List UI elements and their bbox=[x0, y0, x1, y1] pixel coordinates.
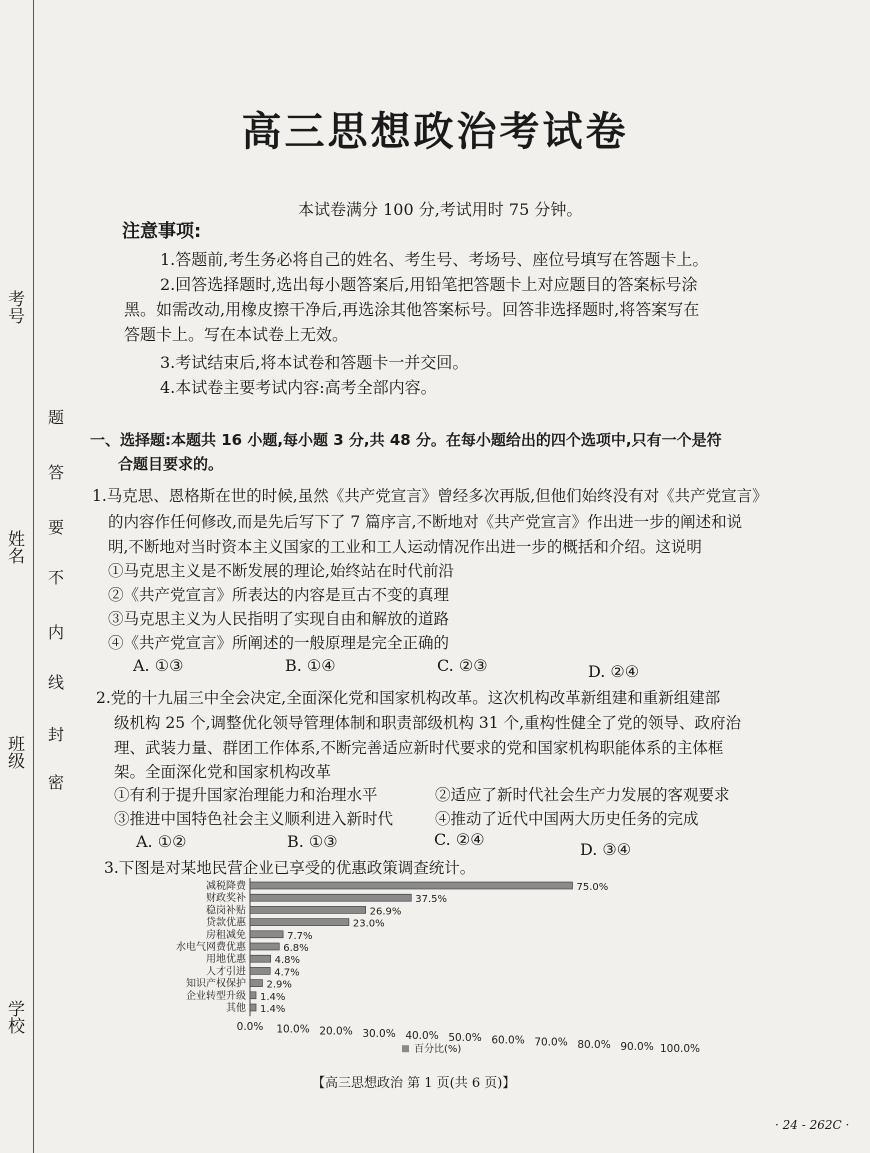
q2-item: ②适应了新时代社会生产力发展的客观要求 bbox=[435, 786, 730, 804]
q2-stem-line: 级机构 25 个,调整优化领导管理体制和职责部级机构 31 个,重构性健全了党的领导、政府治 bbox=[114, 714, 742, 732]
q2-stem-line: 2.党的十九届三中全会决定,全面深化党和国家机构改革。这次机构改革新组建和重新组建部 bbox=[96, 689, 721, 707]
bar-value-label: 6.8% bbox=[283, 943, 309, 954]
bar-value-label: 4.8% bbox=[274, 955, 301, 967]
category-label: 知识产权保护 bbox=[186, 978, 246, 990]
q1-option-c[interactable]: C. ②③ bbox=[437, 656, 488, 675]
margin-class-label: 班级 bbox=[4, 735, 24, 769]
bar bbox=[250, 955, 271, 962]
x-tick-label: 60.0% bbox=[491, 1034, 525, 1047]
seal-char: 不 bbox=[48, 568, 65, 587]
category-label: 其他 bbox=[226, 1003, 246, 1014]
bar bbox=[250, 1004, 256, 1011]
category-label: 稳岗补贴 bbox=[206, 905, 246, 917]
x-tick-label: 50.0% bbox=[448, 1032, 482, 1045]
bar-value-label: 1.4% bbox=[260, 991, 286, 1003]
notice-line: 黑。如需改动,用橡皮擦干净后,再选涂其他答案标号。回答非选择题时,将答案写在 bbox=[124, 300, 700, 319]
q2-option-d[interactable]: D. ③④ bbox=[580, 840, 632, 859]
x-tick-label: 90.0% bbox=[620, 1041, 654, 1053]
q1-option-a[interactable]: A. ①③ bbox=[133, 656, 184, 675]
margin-name-label: 姓名 bbox=[4, 530, 24, 564]
x-tick-label: 30.0% bbox=[362, 1027, 396, 1040]
category-label: 贷款优惠 bbox=[206, 917, 246, 929]
q1-item: ③马克思主义为人民指明了实现自由和解放的道路 bbox=[108, 610, 450, 628]
bar bbox=[250, 967, 270, 974]
q1-stem-line: 的内容作任何修改,而是先后写下了 7 篇序言,不断地对《共产党宣言》作出进一步的阐述和说 bbox=[108, 513, 743, 531]
seal-char: 题 bbox=[48, 408, 65, 427]
category-label: 水电气网费优惠 bbox=[176, 942, 246, 953]
q2-stem-line: 理、武装力量、群团工作体系,不断完善适应新时代要求的党和国家机构职能体系的主体框 bbox=[114, 739, 724, 757]
seal-char: 内 bbox=[48, 623, 65, 642]
category-label: 人才引进 bbox=[206, 966, 246, 978]
category-label: 房租减免 bbox=[206, 929, 246, 941]
bar-value-label: 4.7% bbox=[274, 967, 300, 979]
seal-char: 密 bbox=[48, 773, 65, 792]
footer-page-info: 【高三思想政治 第 1 页(共 6 页)】 bbox=[312, 1076, 516, 1091]
seal-char: 要 bbox=[48, 518, 65, 537]
margin-kaohao-label: 考号 bbox=[4, 290, 24, 324]
bar-value-label: 26.9% bbox=[369, 906, 402, 918]
section-heading-cont: 合题目要求的。 bbox=[118, 455, 224, 473]
category-label: 用地优惠 bbox=[206, 954, 246, 966]
bar bbox=[250, 906, 366, 913]
legend-swatch bbox=[402, 1045, 409, 1052]
category-label: 企业转型升级 bbox=[186, 990, 246, 1002]
q2-option-c[interactable]: C. ②④ bbox=[434, 830, 485, 849]
bar bbox=[250, 980, 262, 987]
bar-value-label: 1.4% bbox=[260, 1004, 286, 1015]
bar-value-label: 37.5% bbox=[415, 894, 448, 906]
q1-item: ④《共产党宣言》所阐述的一般原理是完全正确的 bbox=[108, 634, 450, 652]
q1-item: ①马克思主义是不断发展的理论,始终站在时代前沿 bbox=[108, 562, 454, 580]
x-tick-label: 40.0% bbox=[405, 1030, 439, 1042]
binding-line bbox=[33, 0, 34, 1153]
seal-char: 封 bbox=[48, 725, 65, 744]
q3-stem: 3.下图是对某地民营企业已享受的优惠政策调查统计。 bbox=[104, 859, 476, 877]
notice-line: 2.回答选择题时,选出每小题答案后,用铅笔把答题卡上对应题目的答案标号涂 bbox=[160, 275, 698, 294]
bar-value-label: 75.0% bbox=[576, 882, 609, 893]
q1-item: ②《共产党宣言》所表达的内容是亘古不变的真理 bbox=[108, 586, 450, 604]
x-tick-label: 0.0% bbox=[236, 1021, 264, 1034]
bar bbox=[250, 894, 411, 901]
legend-label: 百分比(%) bbox=[414, 1044, 462, 1056]
q2-option-b[interactable]: B. ①③ bbox=[287, 832, 338, 851]
bar-value-label: 2.9% bbox=[266, 979, 292, 991]
category-label: 财政奖补 bbox=[206, 893, 246, 905]
notice-line: 3.考试结束后,将本试卷和答题卡一并交回。 bbox=[160, 353, 469, 372]
bar-value-label: 7.7% bbox=[287, 930, 313, 942]
bar bbox=[250, 919, 349, 926]
q1-stem-line: 明,不断地对当时资本主义国家的工业和工人运动情况作出进一步的概括和介绍。这说明 bbox=[108, 538, 702, 556]
notice-line: 4.本试卷主要考试内容:高考全部内容。 bbox=[160, 378, 437, 397]
x-tick-label: 70.0% bbox=[534, 1036, 568, 1049]
notice-heading: 注意事项: bbox=[122, 221, 202, 242]
q2-item: ④推动了近代中国两大历史任务的完成 bbox=[435, 810, 699, 828]
x-tick-label: 20.0% bbox=[319, 1025, 353, 1038]
q2-stem-line: 架。全面深化党和国家机构改革 bbox=[114, 763, 332, 781]
q1-stem-line: 1.马克思、恩格斯在世的时候,虽然《共产党宣言》曾经多次再版,但他们始终没有对《共产党宣言》 bbox=[92, 487, 768, 505]
bar bbox=[250, 992, 256, 999]
q2-item: ①有利于提升国家治理能力和治理水平 bbox=[114, 786, 378, 804]
seal-char: 答 bbox=[48, 463, 65, 482]
score-line: 本试卷满分 100 分,考试用时 75 分钟。 bbox=[298, 200, 583, 219]
bar-value-label: 23.0% bbox=[352, 918, 385, 930]
policy-bar-chart bbox=[150, 872, 720, 1082]
q1-option-b[interactable]: B. ①④ bbox=[285, 656, 336, 675]
notice-line: 答题卡上。写在本试卷上无效。 bbox=[124, 325, 349, 344]
category-label: 减税降费 bbox=[206, 881, 246, 892]
seal-char: 线 bbox=[48, 673, 65, 692]
x-tick-label: 100.0% bbox=[659, 1043, 701, 1056]
x-tick-label: 10.0% bbox=[276, 1023, 310, 1036]
bar bbox=[250, 882, 573, 889]
section-heading: 一、选择题:本题共 16 小题,每小题 3 分,共 48 分。在每小题给出的四个选项中,只有一个是符 bbox=[90, 431, 722, 449]
page-title: 高三思想政治考试卷 bbox=[241, 109, 629, 155]
bar bbox=[250, 931, 283, 938]
x-tick-label: 80.0% bbox=[577, 1038, 611, 1051]
footer-code: · 24 - 262C · bbox=[775, 1118, 850, 1132]
bar bbox=[250, 943, 279, 950]
q1-option-d[interactable]: D. ②④ bbox=[588, 662, 640, 681]
q2-option-a[interactable]: A. ①② bbox=[136, 832, 187, 851]
notice-line: 1.答题前,考生务必将自己的姓名、考生号、考场号、座位号填写在答题卡上。 bbox=[160, 250, 709, 269]
margin-school-label: 学校 bbox=[4, 1000, 24, 1034]
q2-item: ③推进中国特色社会主义顺利进入新时代 bbox=[114, 810, 394, 828]
